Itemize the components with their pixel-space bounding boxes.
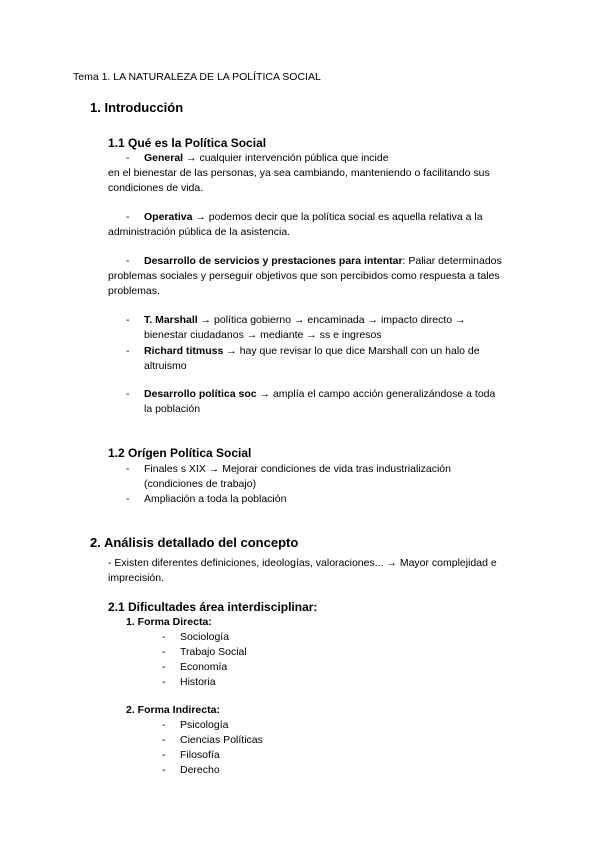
term-operativa: Operativa: [144, 211, 193, 223]
item-text: Finales s XIX → Mejorar condiciones de vida tras industrialización: [144, 463, 451, 475]
item-text: → política gobierno → encaminada → impacto directo →: [197, 314, 466, 326]
list-item-directa-4: [162, 675, 216, 690]
bullet-dash: -: [162, 676, 166, 688]
list-item-desarrollo-politica: [126, 387, 495, 402]
list-item-origen-1: [126, 462, 451, 477]
item-text: → cualquier intervención pública que incide: [183, 152, 389, 164]
item-text: → podemos decir que la política social es aquella relativa a la: [192, 211, 483, 223]
section-2-intro-line2: imprecisión.: [108, 572, 165, 584]
list-item-titmuss: [126, 344, 480, 359]
list-item-general-cont1: en el bienestar de las personas, ya sea cambiando, manteniendo o facilitando sus: [108, 167, 490, 179]
list-item-general: [126, 151, 389, 166]
bullet-dash: -: [126, 211, 130, 223]
item-text: Ampliación a toda la población: [144, 493, 287, 505]
item-text: → amplía el campo acción generalizándose a toda: [256, 388, 496, 400]
bullet-dash: -: [126, 493, 130, 505]
item-text: Trabajo Social: [180, 646, 247, 658]
forma-indirecta-label: 2. Forma Indirecta:: [126, 704, 220, 716]
item-text: : Paliar determinados: [402, 255, 502, 267]
term-titmuss: Richard titmuss: [144, 345, 224, 357]
list-item-desarrollo-cont1: problemas sociales y perseguir objetivos que son percibidos como respuesta a tales: [108, 270, 500, 282]
list-item-indirecta-2: [162, 733, 263, 748]
list-item-directa-2: [162, 645, 247, 660]
list-item-desarrollo-servicios: [126, 254, 502, 269]
item-text: Filosofía: [180, 749, 220, 761]
term-marshall: T. Marshall: [144, 314, 198, 326]
list-item-marshall-cont1: bienestar ciudadanos → mediante → ss e ingresos: [144, 329, 382, 341]
term-desarrollo-servicios: Desarrollo de servicios y prestaciones para intentar: [144, 255, 403, 267]
list-item-general-cont2: condiciones de vida.: [108, 182, 204, 194]
term-desarrollo-politica: Desarrollo política soc: [144, 388, 257, 400]
list-item-indirecta-3: [162, 748, 220, 763]
list-item-directa-1: [162, 630, 229, 645]
list-item-marshall: [126, 313, 466, 328]
bullet-dash: -: [126, 152, 130, 164]
section-1-1-heading: 1.1 Qué es la Política Social: [108, 136, 267, 150]
section-2-intro-line1: - Existen diferentes definiciones, ideologías, valoraciones... → Mayor complejidad e: [108, 557, 497, 569]
bullet-dash: -: [126, 255, 130, 267]
forma-directa-label: 1. Forma Directa:: [126, 616, 212, 628]
document-title: Tema 1. LA NATURALEZA DE LA POLÍTICA SOCIAL: [73, 71, 321, 83]
item-text: Psicología: [180, 719, 229, 731]
term-general: General: [144, 152, 184, 164]
item-text: Economía: [180, 661, 228, 673]
bullet-dash: -: [126, 388, 130, 400]
bullet-dash: -: [126, 345, 130, 357]
list-item-directa-3: [162, 660, 227, 675]
item-text: Ciencias Políticas: [180, 734, 263, 746]
list-item-desarrollo-cont2: problemas.: [108, 285, 160, 297]
bullet-dash: -: [126, 463, 130, 475]
item-text: Historia: [180, 676, 216, 688]
list-item-operativa-cont1: administración pública de la asistencia.: [108, 226, 291, 238]
section-2-1-heading: 2.1 Dificultades área interdisciplinar:: [108, 600, 318, 614]
list-item-operativa: [126, 210, 483, 225]
list-item-indirecta-1: [162, 718, 228, 733]
list-item-indirecta-4: [162, 763, 220, 778]
bullet-dash: -: [162, 646, 166, 658]
item-text: Sociología: [180, 631, 230, 643]
section-1-2-heading: 1.2 Orígen Política Social: [108, 446, 252, 460]
bullet-dash: -: [162, 764, 166, 776]
bullet-dash: -: [162, 631, 166, 643]
item-text: → hay que revisar lo que dice Marshall con un halo de: [223, 345, 480, 357]
bullet-dash: -: [162, 734, 166, 746]
bullet-dash: -: [162, 719, 166, 731]
item-text: Derecho: [180, 764, 220, 776]
bullet-dash: -: [162, 661, 166, 673]
section-2-heading: 2. Análisis detallado del concepto: [90, 535, 299, 550]
bullet-dash: -: [162, 749, 166, 761]
list-item-origen-2: [126, 492, 286, 507]
section-1-heading: 1. Introducción: [90, 100, 184, 115]
list-item-origen-1-cont: (condiciones de trabajo): [144, 478, 257, 490]
list-item-desarrollo-politica-cont1: la población: [144, 403, 201, 415]
list-item-titmuss-cont1: altruismo: [144, 360, 187, 372]
bullet-dash: -: [126, 314, 130, 326]
